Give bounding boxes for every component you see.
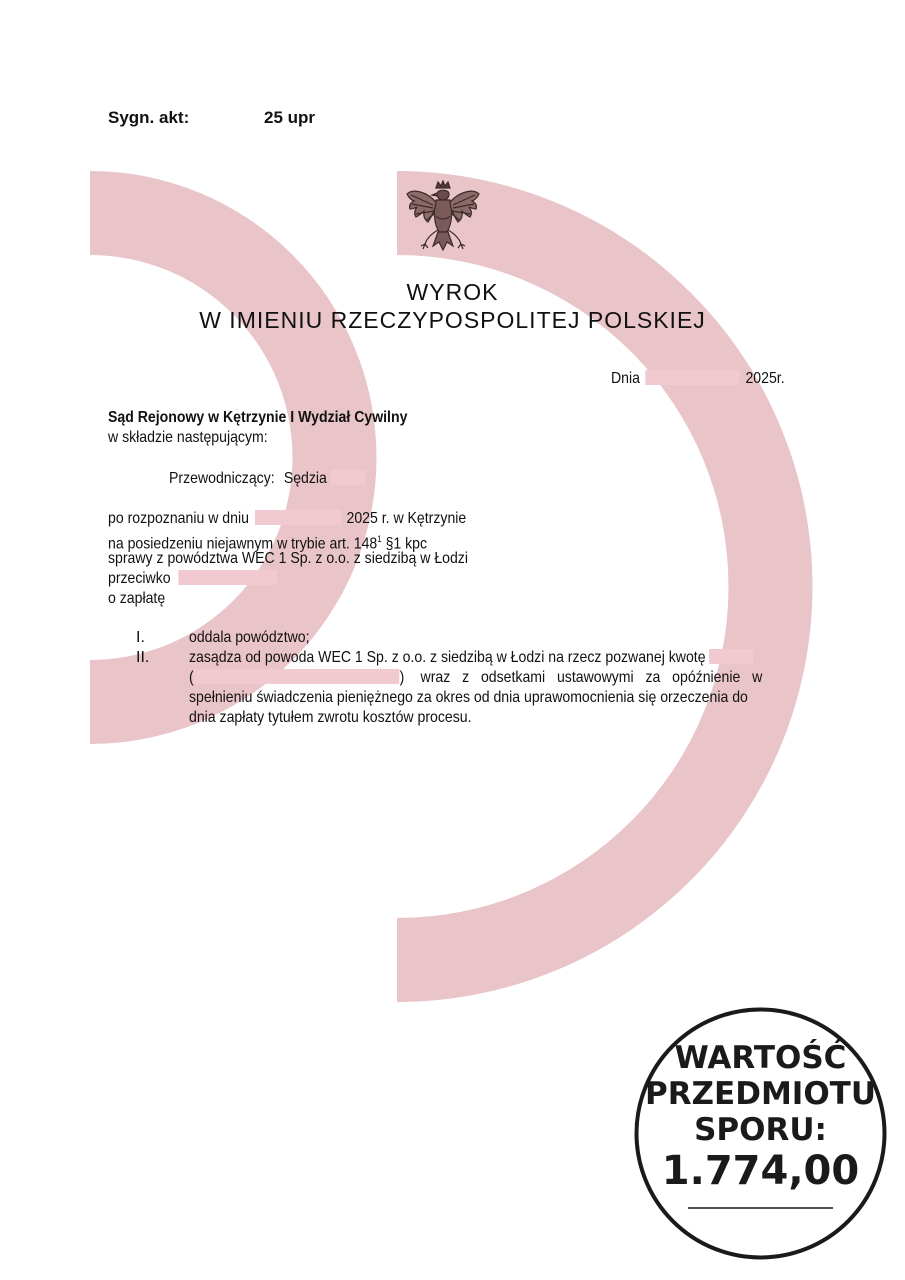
redacted-hearing-date xyxy=(255,510,341,525)
defendant-line xyxy=(108,569,277,589)
polish-eagle-icon xyxy=(403,180,483,270)
dispute-value-stamp xyxy=(633,1006,888,1261)
case-signature-label: Sygn. akt: xyxy=(108,108,190,127)
proceedings-mode-suffix: §1 kpc xyxy=(381,535,428,553)
verdict-item-line xyxy=(189,648,753,668)
case-number: 25 upr xyxy=(264,108,316,127)
date-line xyxy=(611,369,785,389)
court-name: Sąd Rejonowy w Kętrzynie I Wydział Cywilny xyxy=(108,409,408,426)
date-year: 2025r. xyxy=(745,370,785,387)
proceedings-mode-text: na posiedzeniu niejawnym w trybie art. 148 xyxy=(108,535,378,553)
presiding-label: Przewodniczący: xyxy=(169,470,275,487)
stamp-line-2: PRZEDMIOTU xyxy=(644,1076,877,1112)
verdict-item-line: spełnieniu świadczenia pieniężnego za okres od dnia uprawomocnienia się orzeczenia do xyxy=(189,689,748,706)
proceedings-date-line xyxy=(108,509,466,529)
verdict-item-number: II. xyxy=(136,649,150,666)
presiding-judge-line xyxy=(169,469,366,489)
subject-line: o zapłatę xyxy=(108,590,166,607)
date-label: Dnia xyxy=(611,370,640,387)
verdict-paren-close: ) xyxy=(399,669,405,686)
verdict-item-number: I. xyxy=(136,629,145,646)
redacted-amount xyxy=(709,649,753,664)
document-title: WYROK xyxy=(406,279,499,305)
stamp-amount: 1.774,00 xyxy=(661,1148,860,1194)
court-composition: w składzie następującym: xyxy=(108,429,268,446)
verdict-paren-open: ( xyxy=(189,669,194,686)
proceedings-date-suffix: 2025 r. w Kętrzynie xyxy=(346,510,467,527)
verdict-interest-text: wraz z odsetkami ustawowymi za opóźnienie w xyxy=(420,669,763,686)
plaintiff-line: sprawy z powództwa WEC 1 Sp. z o.o. z siedzibą w Łodzi xyxy=(108,550,468,567)
proceedings-date-prefix: po rozpoznaniu w dniu xyxy=(108,510,249,527)
document-subtitle: W IMIENIU RZECZYPOSPOLITEJ POLSKIEJ xyxy=(199,307,706,333)
article-superscript: 1 xyxy=(377,534,382,544)
verdict-item-line xyxy=(189,668,762,688)
verdict-item-text: oddala powództwo; xyxy=(189,629,310,646)
redacted-defendant xyxy=(178,570,277,585)
redacted-amount-words xyxy=(194,669,400,684)
judge-title: Sędzia xyxy=(283,470,327,487)
redacted-judge-name xyxy=(331,470,366,485)
verdict-award-text: zasądza od powoda WEC 1 Sp. z o.o. z siedzibą w Łodzi na rzecz pozwanej kwotę xyxy=(189,649,706,666)
defendant-label: przeciwko xyxy=(108,570,171,587)
stamp-line-3: SPORU: xyxy=(694,1112,827,1148)
stamp-line-1: WARTOŚĆ xyxy=(674,1040,847,1076)
verdict-item-line: dnia zapłaty tytułem zwrotu kosztów procesu. xyxy=(189,709,472,726)
redacted-date xyxy=(646,370,740,385)
